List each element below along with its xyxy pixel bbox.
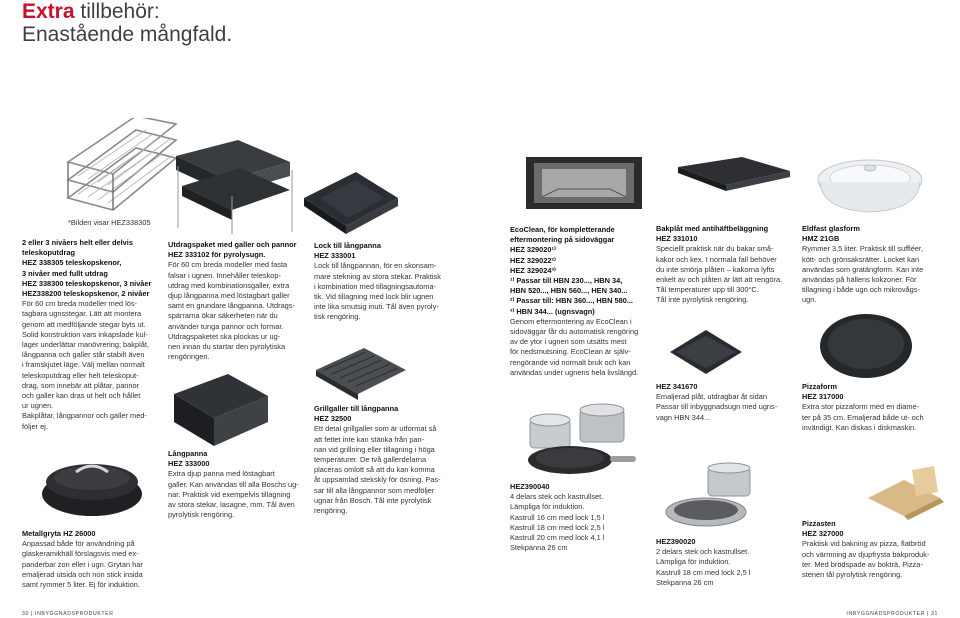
product-description: Extra stor pizzaform med en diame- ter på 35 cm. Emaljerad både ut- och invändigt. Kan diskas i diskmaskin. (802, 402, 924, 432)
col-roasting-pan (168, 449, 308, 520)
product-description: 2 delars stek och kastrullset. Lämpliga för induktion. Kastrull 18 cm med lock 2,5 l Stekpanna 26 cm (656, 547, 751, 587)
headline-rest: tillbehör: (74, 0, 160, 23)
col-ecoclean (510, 225, 652, 378)
product-heading: Metallgryta HZ 26000 (22, 529, 96, 538)
page-headline (22, 0, 232, 46)
product-heading: Lock till långpanna HEZ 333001 (314, 241, 381, 261)
col-metal-pot (22, 529, 162, 590)
product-heading: 2 eller 3 nivåers helt eller delvis teleskoputdrag HEZ 338305 teleskopskenor, 3 nivåer med fullt utdrag HEZ 338300 teleskopskenor, 3 nivåer HEZ338200 teleskopskenor, 2 nivåer (22, 238, 152, 299)
product-heading: HEZ390020 (656, 537, 696, 546)
product-heading: Grillgaller till långpanna HEZ 32500 (314, 404, 399, 424)
headline-highlight: Extra (22, 0, 75, 23)
grill-rack-image (312, 340, 408, 404)
col-pan-lid (314, 241, 454, 323)
col-extraction-package (168, 240, 308, 362)
cookware-set-4-image (510, 398, 640, 484)
page-number-left: 30 (22, 611, 29, 617)
image-caption: *Bilden visar HEZ338305 (68, 218, 151, 227)
product-heading: HEZ 341670 (656, 382, 698, 391)
headline-subtitle: Enastående mångfald. (22, 23, 233, 46)
product-description: 4 delars stek och kastrullset. Lämpliga för induktion. Kastrull 16 cm med lock 1,5 l Kastrull 18 cm med lock 2,5 l Kastrull 20 cm med lock 4,1 l Stekpanna 26 cm (510, 492, 605, 553)
ecoclean-oven-image (524, 155, 644, 211)
footer-separator: | (31, 611, 33, 617)
product-heading: EcoClean, för kompletterande eftermontering på sidoväggar HEZ 329020¹⁾ HEZ 329022²⁾ HEZ 329024³⁾ ¹⁾ Passar till HBN 230..., HBN 34, HBN 520..., HBN 560..., HEN 340... ²⁾ Passar till: HBN 360..., HBN 580... ³⁾ HBN 344... (ugnsvagn) (510, 225, 633, 316)
footer-section-label: INBYGGNADSPRODUKTER (846, 611, 925, 617)
product-description: Lock till långpannan, för en skonsam- mare stekning av stora stekar. Praktisk i kombination med tillagningsautoma- tik. Vid tillagning med lock blir ugnen inte lika smutsig inuti. Tål även pyroly- tisk rengöring. (314, 261, 441, 322)
extraction-package-image (168, 136, 298, 236)
footer-separator: | (927, 611, 929, 617)
footer-left (22, 611, 114, 617)
product-description: Anpassad både för användning på glaskeramikhäll förslagsvis med ex- panderbar zon eller i ugn. Grytan har emaljerad utsida och non stick insida samt rymmer 5 liter. Ej för induktion. (22, 539, 143, 590)
col-baking-tray (656, 224, 798, 306)
side-extraction-tray-image (666, 312, 746, 376)
product-description: Emaljerad plåt, utdragbar åt sidan Passar till inbyggnadsugn med ugns- vagn HBN 344... (656, 392, 778, 422)
product-description: Genom eftermontering av EcoClean i sidoväggar får du automatisk rengöring av de ytor i ugnen som utsätts mest för nedsmutsning. EcoClean är själv- rengörande vid normalt bruk och kan användas under ugnens hela livslängd. (510, 316, 639, 377)
product-heading: Bakplåt med antihäftbeläggning HEZ 331010 (656, 224, 769, 244)
pizza-pan-image (816, 300, 916, 382)
roasting-pan-lid-image (300, 162, 400, 246)
metal-pot-image (36, 438, 148, 522)
col-cookware-set-4 (510, 482, 650, 553)
col-pizza-pan (802, 382, 944, 433)
product-description: Speciellt praktisk när du bakar små- kakor och kex. I normala fall behöver du inte smörja plåten – kakorna lyfts enkelt av och plåten är lätt att rengöra. Tål temperaturer upp till 300°C. Tål inte pyrolytisk rengöring. (656, 244, 783, 305)
product-heading: Pizzasten HEZ 327000 (802, 519, 844, 539)
col-side-tray (656, 382, 796, 423)
product-description: Extra djup panna med löstagbart galler. Kan användas till alla Boschs ug- nar. Praktisk vid exempelvis tillagning av stora stekar, lasagne, mm. Tål även pyrolytisk rengöring. (168, 469, 299, 520)
product-description: För 60 cm breda modeller med fasta falsar i ugnen. Innehåller teleskop- utdrag med kombinationsgaller, extra djup långpanna med löstagbart galler samt en grundare långpanna. Utdrags- spärrarna ökar säkerheten när du använder tunga pannor och formar. Utdragspaketet ska plockas ur ug- nen innan du startar den pyrolytiska rengöringen. (168, 260, 295, 362)
col-pizza-stone (802, 519, 950, 580)
glass-dish-image (812, 150, 930, 220)
col-cookware-set-2 (656, 537, 796, 588)
product-description: För 60 cm breda modeller med lös- tagbara ugnsstegar. Lätt att montera genom att medföljande stegar byts ut. Solid konstruktion vars inkapslade kul- lager underlättar manövrering; bakplåt, långpanna och galler står stabilt även i framskjutet läge. Välj mellan normalt teleskoputdrag eller helt teleskoput- drag, som innebär att plåtar, pannor och galler kan dras ut helt och hållet ur ugnen. Bakplåtar, långpannor och galler med- följer ej. (22, 299, 149, 431)
product-description: Ett detal grillgaller som är utformat så att fettet inte kan stänka från pan- nan vid grillning eller tillagning i höga temperaturer. De två gallerdelarna placeras omlott så att du kan komma åt uppsamlad stekskly för ösning. Pas- sar till alla långpannor som medföljer ugnar från Bosch. Tål inte pyrolytisk rengöring. (314, 424, 441, 516)
product-heading: Utdragspaket med galler och pannor HEZ 333102 för pyrolysugn. (168, 240, 297, 260)
col-telescopic-rails (22, 238, 162, 432)
footer-section-label: INBYGGNADSPRODUKTER (35, 611, 114, 617)
deep-roasting-pan-image (168, 366, 272, 452)
footer-right (846, 611, 938, 617)
product-heading: HEZ390040 (510, 482, 550, 491)
product-description: Rymmer 3,5 liter. Praktisk till suffléer, kött- och grönsaksrätter. Locket kan användas som gratängform. Kan inte användas på hällens kokzoner. För tillagning i både ugn och mikrovågs- ugn. (802, 244, 924, 305)
telescopic-rails-image (58, 118, 180, 218)
page-number-right: 31 (931, 611, 938, 617)
col-grill-rack (314, 404, 454, 516)
product-heading: Långpanna HEZ 333000 (168, 449, 210, 469)
product-description: Praktisk vid bakning av pizza, flatbröd och värmning av djupfrysta bakproduk- ter. Med brödspade av bokträ. Pizza- stenen tål pyrolytisk rengöring. (802, 539, 930, 580)
product-heading: Eldfast glasform HMZ 21GB (802, 224, 860, 244)
cookware-set-2-image (660, 462, 778, 536)
col-glass-dish (802, 224, 944, 306)
baking-tray-image (670, 155, 794, 197)
product-heading: Pizzaform HEZ 317000 (802, 382, 844, 402)
